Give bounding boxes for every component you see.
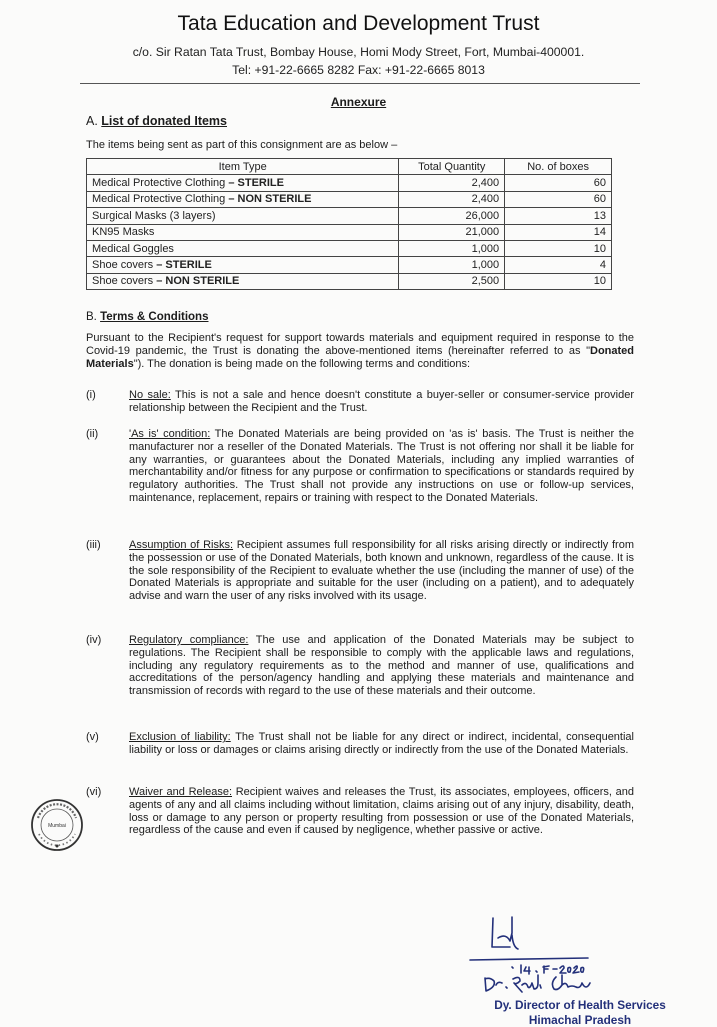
section-b-heading: B. Terms & Conditions [86, 311, 209, 323]
letterhead-divider [80, 83, 640, 84]
signature-block [460, 905, 700, 1027]
clause-text: The use and application of the Donated Materials may be subject to regulations. The Recipient shall be responsible to comply with the applicable laws and regulations, including any regulatory requirements as to the method and manner of use, qualifications and accreditations of the person/agency handling and applying these materials and maintenance and transmission of records with regard to the use of these materials and their outcome. [129, 634, 634, 698]
boxes-cell: 4 [505, 257, 612, 273]
signatory-state: Himachal Pradesh [528, 1013, 632, 1027]
clause-number: (i) [86, 389, 96, 401]
boxes-cell: 14 [505, 224, 612, 240]
quantity-cell: 26,000 [399, 208, 505, 224]
clause-number: (iv) [86, 634, 102, 646]
clause-number: (iii) [86, 539, 101, 551]
quantity-cell: 1,000 [399, 257, 505, 273]
boxes-cell: 10 [505, 240, 612, 256]
item-type-cell: Shoe covers – STERILE [87, 257, 399, 273]
quantity-cell: 21,000 [399, 224, 505, 240]
quantity-cell: 1,000 [399, 240, 505, 256]
letterhead-title: Tata Education and Development Trust [177, 12, 540, 35]
annexure-heading: Annexure [330, 95, 387, 109]
column-header-boxes: No. of boxes [505, 159, 612, 175]
quantity-cell: 2,500 [399, 273, 505, 289]
item-type-cell: Medical Protective Clothing – NON STERILE [87, 191, 399, 207]
clause-heading: No sale: [129, 389, 171, 401]
clause-number: (v) [86, 731, 99, 743]
table-row [87, 240, 612, 256]
boxes-cell: 60 [505, 191, 612, 207]
donated-items-table [86, 158, 612, 290]
table-header-row [87, 159, 612, 175]
signatory-title: Dy. Director of Health Services [494, 998, 666, 1012]
clause-number: (ii) [86, 428, 99, 440]
table-row [87, 273, 612, 289]
trust-seal-stamp [30, 798, 84, 852]
seal-icon [30, 798, 84, 852]
clause-text: This is not a sale and hence doesn't constitute a buyer-seller or consumer-service provider relationship between the Recipient and the Trust. [129, 389, 634, 414]
item-type-cell: Shoe covers – NON STERILE [87, 273, 399, 289]
handwritten-signature-icon [460, 905, 700, 1000]
clause-text: Recipient waives and releases the Trust, its associates, employees, officers, and agents of any and all claims including without limitation, claims arising out of any injury, disability, death, loss or damage to any person or property resulting from possession or use of the Donated Materials, regardless of the cause and even if caused by negligence, whether passive or active. [129, 786, 634, 837]
clause-heading: Regulatory compliance: [129, 634, 249, 646]
clause-heading: Waiver and Release: [129, 786, 233, 798]
clause-text: The Donated Materials are being provided on 'as is' basis. The Trust is neither the manufacturer nor a reseller of the Donated Materials. The Trust is not offering nor shall it be liable for any warranties, or guarantees about the Donated Materials, including any implied warranties of merchantability and/or fitness for any purpose or confirmation to specifications or standards required by regulatory authorities. The Trust shall not provide any instructions on use or follow-up services, maintenance, replacement, repairs or training with respect to the Donated Materials. [129, 428, 634, 504]
boxes-cell: 60 [505, 175, 612, 191]
column-header-item-type: Item Type [87, 159, 399, 175]
item-type-cell: Surgical Masks (3 layers) [87, 208, 399, 224]
boxes-cell: 13 [505, 208, 612, 224]
terms-intro-paragraph: Pursuant to the Recipient's request for support towards materials and equipment required in response to the Covid-19 pandemic, the Trust is donating the above-mentioned items (hereinafter referred to as "Donated Materials"). The donation is being made on the following terms and conditions: [86, 332, 634, 370]
quantity-cell: 2,400 [399, 175, 505, 191]
quantity-cell: 2,400 [399, 191, 505, 207]
clause-heading: Assumption of Risks: [129, 539, 234, 551]
letterhead-address: c/o. Sir Ratan Tata Trust, Bombay House, Homi Mody Street, Fort, Mumbai-400001. [132, 45, 585, 59]
section-a-intro: The items being sent as part of this consignment are as below – [86, 139, 398, 151]
item-type-cell: KN95 Masks [87, 224, 399, 240]
table-row [87, 257, 612, 273]
clause-number: (vi) [86, 786, 102, 798]
column-header-total-quantity: Total Quantity [399, 159, 505, 175]
letterhead-contact: Tel: +91-22-6665 8282 Fax: +91-22-6665 8013 [232, 63, 485, 77]
clause-text: The Trust shall not be liable for any direct or indirect, incidental, consequential liability or loss or damages or claims arising directly or indirectly from the use of the Donated Materials. [129, 731, 634, 756]
boxes-cell: 10 [505, 273, 612, 289]
clause-heading: Exclusion of liability: [129, 731, 231, 743]
section-a-heading: A. List of donated Items [86, 114, 227, 128]
clause-heading: 'As is' condition: [129, 428, 211, 440]
item-type-cell: Medical Protective Clothing – STERILE [87, 175, 399, 191]
table-row [87, 191, 612, 207]
table-row [87, 175, 612, 191]
clause-text: Recipient assumes full responsibility for all risks arising directly or indirectly from the possession or use of the Donated Materials, both known and unknown, regardless of the cause. It is the sole responsibility of the Recipient to evaluate whether the use (including the manner of use) of the Donated Materials is appropriate and suitable for the user (including on a patient), and to adequately advise and warn the user of any risks involved with its usage. [129, 539, 635, 603]
item-type-cell: Medical Goggles [87, 240, 399, 256]
svg-text:Mumbai: Mumbai [48, 823, 66, 829]
table-row [87, 224, 612, 240]
table-row [87, 208, 612, 224]
